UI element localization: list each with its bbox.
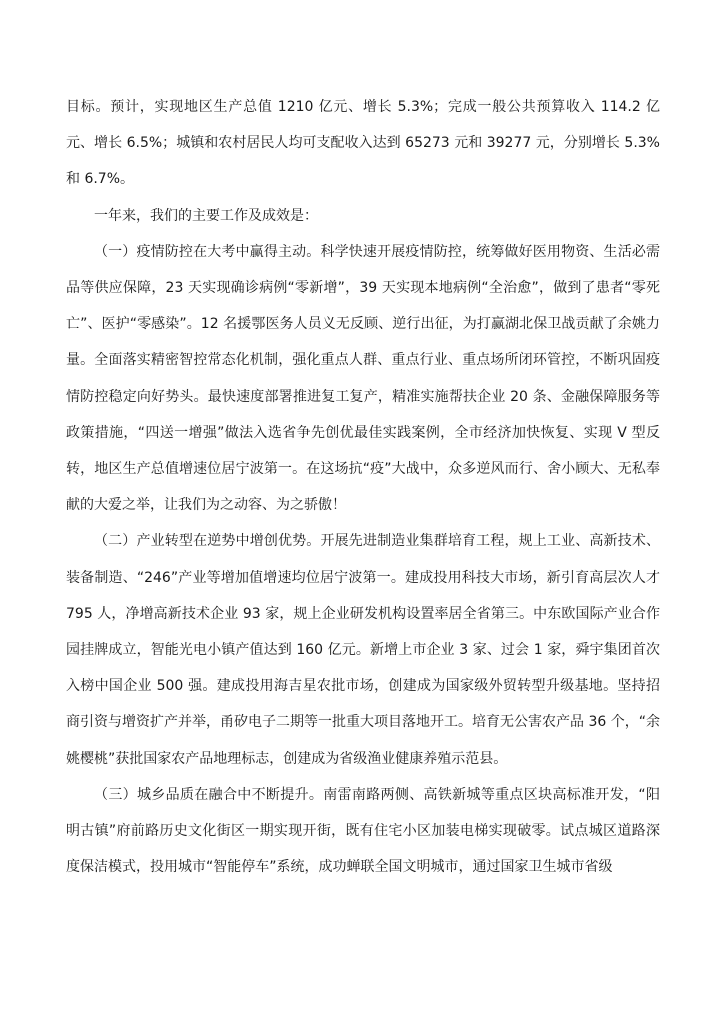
paragraph-text: 科学快速开展疫情防控，统筹做好医用物资、生活必需品等供应保障，23 天实现确诊病例“零新增”，39 天实现本地病例“全治愈”，做到了患者“零死亡”、医护“零感染”。12 名援鄂医务人员义无反顾、逆行出征，为打赢湖北保卫战贡献了余姚力量。全面落实精密智控常态化机制，强化重点人群、重点行业、重点场所闭环管控，不断巩固疫情防控稳定向好势头。最快速度部署推进复工复产，精准实施帮扶企业 20 条、金融保障服务等政策措施，“四送一增强”做法入选省争先创优最佳实践案例，全市经济加快恢复、实现 V 型反转，地区生产总值增速位居宁波第一。在这场抗“疫”大战中，众多逆风而行、舍小顾大、无私奉献的大爱之举，让我们为之动容、为之骄傲！: [66, 243, 661, 514]
paragraph-industry-transformation: [66, 523, 660, 776]
paragraph-heading: （三）城乡品质在融合中不断提升。: [94, 786, 324, 803]
paragraph-heading: （一）疫情防控在大考中赢得主动。: [94, 243, 321, 260]
paragraph-intro: [66, 198, 660, 234]
paragraph-summary-targets: [66, 89, 660, 198]
paragraph-text: 南雷南路两侧、高铁新城等重点区块高标准开发，“阳明古镇”府前路历史文化街区一期实现开街，既有住宅小区加装电梯实现破零。试点城区道路深度保洁模式，投用城市“智能停车”系统，成功蝉联全国文明城市，通过国家卫生城市省级: [66, 786, 660, 876]
document-body: [66, 89, 660, 885]
paragraph-epidemic-control: [66, 234, 660, 524]
paragraph-urban-rural-quality: [66, 777, 660, 886]
paragraph-heading: （二）产业转型在逆势中增创优势。: [94, 533, 321, 550]
paragraph-text: 目标。预计，实现地区生产总值 1210 亿元、增长 5.3%；完成一般公共预算收入 114.2 亿元、增长 6.5%；城镇和农村居民人均可支配收入达到 65273 元和 39277 元，分别增长 5.3%和 6.7%。: [66, 99, 660, 188]
paragraph-text: 一年来，我们的主要工作及成效是：: [94, 207, 318, 224]
paragraph-text: 开展先进制造业集群培育工程，规上工业、高新技术、装备制造、“246”产业等增加值增速均位居宁波第一。建成投用科技大市场，新引育高层次人才 795 人，净增高新技术企业 93 家，规上企业研发机构设置率居全省第三。中东欧国际产业合作园挂牌成立，智能光电小镇产值达到 160 亿元。新增上市企业 3 家、过会 1 家，舜宇集团首次入榜中国企业 500 强。建成投用海吉星农批市场，创建成为国家级外贸转型升级基地。坚持招商引资与增资扩产并举，甬矽电子二期等一批重大项目落地开工。培育无公害农产品 36 个，“余姚樱桃”获批国家农产品地理标志，创建成为省级渔业健康养殖示范县。: [66, 533, 661, 767]
